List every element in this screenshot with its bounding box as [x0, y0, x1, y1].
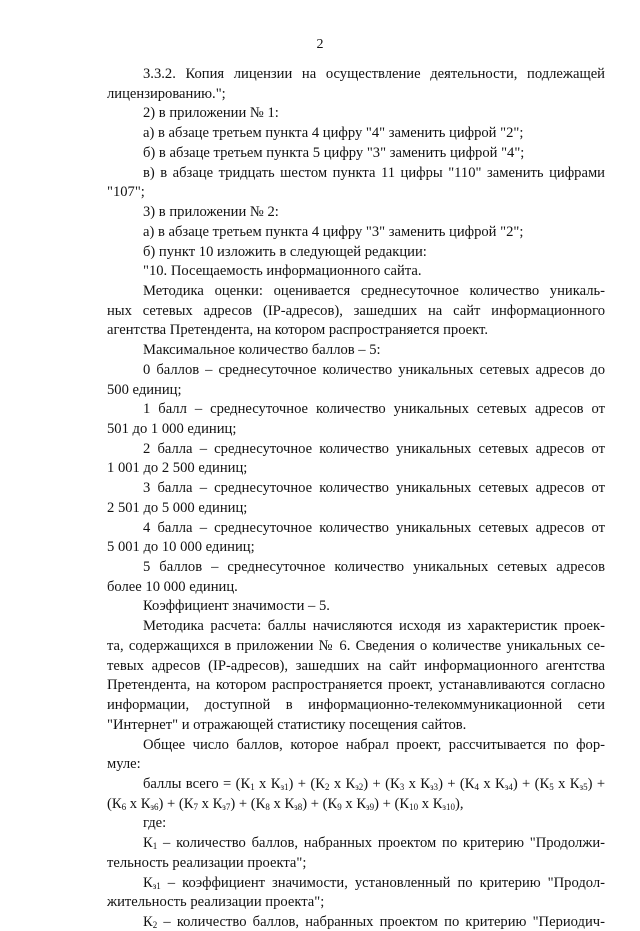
text-line: тельность реализации проекта"; [107, 854, 307, 871]
text-line: а) в абзаце третьем пункта 4 цифру "3" заменить цифрой "2"; [143, 223, 524, 240]
text-line: 2 501 до 5 000 единиц; [107, 499, 248, 516]
text-line: Общее число баллов, которое набрал проект, рассчитывается по фор- [143, 736, 605, 753]
text-line: 1 001 до 2 500 единиц; [107, 460, 248, 477]
text-line: $К_2$ – количество баллов, набранных проектом по критерию "Периодич- [143, 914, 605, 930]
text-line: более 10 000 единиц. [107, 578, 238, 595]
text-line: б) пункт 10 изложить в следующей редакции: [143, 243, 427, 260]
text-line: 5 001 до 10 000 единиц; [107, 539, 255, 556]
text-line: 5 баллов – среднесуточное количество уникальных сетевых адресов [143, 559, 605, 575]
text-line: где: [143, 815, 167, 832]
text-line: 2 балла – среднесуточное количество уникальных сетевых адресов от [143, 440, 605, 457]
text-line: 4 балла – среднесуточное количество уникальных сетевых адресов от [143, 519, 605, 536]
text-line: агентства Претендента, на котором распространяется проект. [107, 322, 488, 339]
text-line: 3.3.2. Копия лицензии на осуществление деятельности, подлежащей [143, 66, 605, 82]
text-line: муле: [107, 756, 141, 773]
text-line: б) в абзаце третьем пункта 5 цифру "3" заменить цифрой "4"; [143, 144, 525, 161]
text-line: $К_1$ – количество баллов, набранных проектом по критерию "Продолжи- [143, 835, 605, 852]
text-line: ($К_6$ х $К_{з6}) + (К_7$ х $К_{з7}) + (К_8$ х $К_{з8}) + (К_9$ х $К_{з9}) + (К_{10}$ х $К_{з10}$), [107, 795, 464, 812]
text-line: 0 баллов – среднесуточное количество уникальных сетевых адресов до [143, 361, 605, 378]
text-line: ных сетевых адресов (IP-адресов), зашедших на сайт информационного [107, 302, 605, 319]
text-line: а) в абзаце третьем пункта 4 цифру "4" заменить цифрой "2"; [143, 125, 524, 142]
text-line: Максимальное количество баллов – 5: [143, 342, 381, 359]
text-line: 500 единиц; [107, 381, 182, 398]
text-line: 1 балл – среднесуточное количество уникальных сетевых адресов от [143, 401, 605, 418]
text-line: лицензированию."; [107, 85, 226, 102]
text-line: Методика оценки: оценивается среднесуточное количество уникаль- [143, 282, 605, 299]
text-line: жительность реализации проекта"; [107, 894, 325, 911]
text-line: та, содержащихся в приложении № 6. Сведения о количестве уникальных се- [107, 637, 605, 654]
text-line: 501 до 1 000 единиц; [107, 421, 237, 437]
text-line: информации, доступной в информационно-телекоммуникационной сети [107, 697, 605, 713]
text-line: $К_{з1}$ – коэффициент значимости, установленный по критерию "Продол- [143, 874, 605, 891]
text-line: 2) в приложении № 1: [143, 105, 279, 122]
text-line: Претендента, на котором распространяется проект, устанавливаются согласно [107, 677, 605, 694]
text-line: баллы всего = ($К_1$ х $К_{з1}) + (К_2$ х $К_{з2}) + (К_3$ х $К_{з3}) + (К_4$ х $К_{з4}) + (К_5$ х $К_{з5}$) + [143, 775, 606, 792]
text-line: "107"; [107, 184, 145, 201]
text-line: Коэффициент значимости – 5. [143, 598, 330, 615]
page-number: 2 [316, 37, 324, 52]
text-line: 3 балла – среднесуточное количество уникальных сетевых адресов от [143, 480, 605, 497]
text-line: "10. Посещаемость информационного сайта. [143, 263, 422, 280]
text-line: в) в абзаце тридцать шестом пункта 11 цифры "110" заменить цифрами [143, 164, 605, 181]
text-line: Методика расчета: баллы начисляются исходя из характеристик проек- [143, 618, 605, 635]
text-line: 3) в приложении № 2: [143, 204, 279, 220]
text-line: тевых адресов (IP-адресов), зашедших на сайт информационного агентства [107, 657, 605, 674]
text-line: "Интернет" и отражающей статистику посещения сайтов. [107, 716, 467, 733]
